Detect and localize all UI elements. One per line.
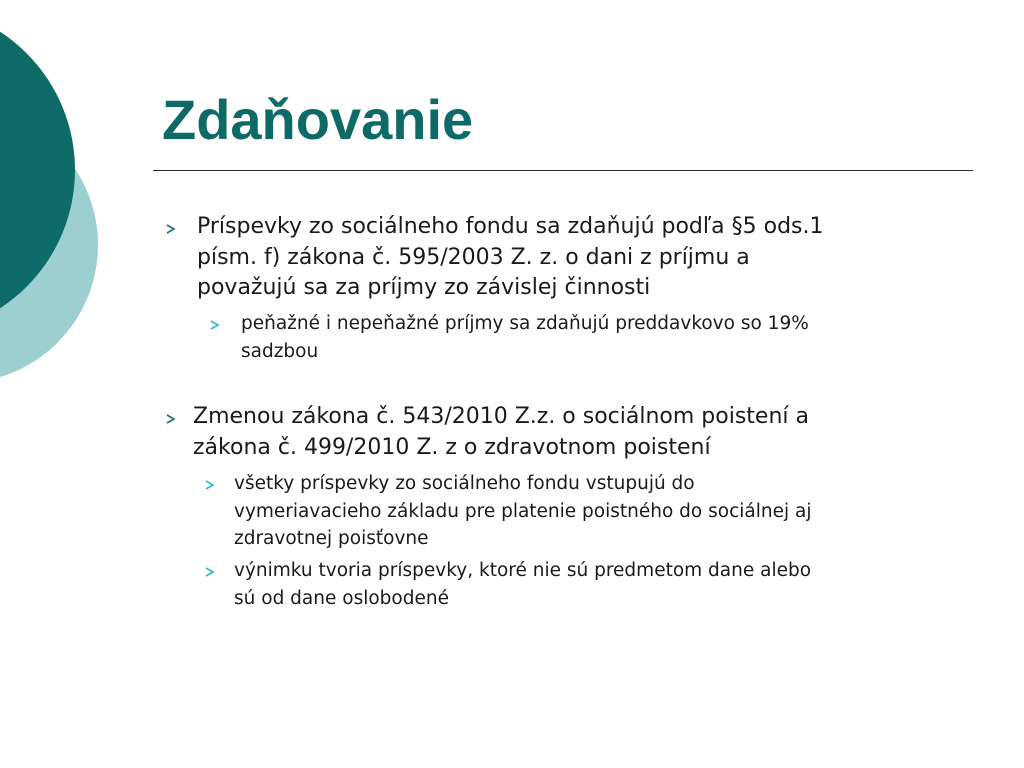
sub-bullet-text — [241, 310, 809, 365]
decorative-circles — [0, 0, 120, 420]
bullet-text — [193, 402, 809, 463]
bullet-line: zákona č. 499/2010 Z. z o zdravotnom poistení — [193, 434, 711, 460]
title-divider — [153, 170, 973, 171]
arrow-bullet-icon — [203, 478, 217, 492]
sub-bullet-item — [203, 470, 983, 554]
arrow-bullet-icon — [208, 318, 222, 332]
slide-title: Zdaňovanie — [162, 88, 474, 151]
bullet-line: považujú sa za príjmy zo závislej činnosti — [197, 275, 651, 300]
sub-bullet-text — [234, 557, 811, 612]
sub-bullet-line: všetky príspevky zo sociálneho fondu vstupujú do — [234, 473, 695, 494]
arrow-bullet-icon — [164, 412, 178, 426]
arrow-bullet-icon — [164, 222, 178, 236]
sub-bullet-line: sú od dane oslobodené — [234, 587, 449, 609]
sub-bullet-line: výnimku tvoria príspevky, ktoré nie sú predmetom dane alebo — [234, 560, 812, 581]
sub-bullet-line: zdravotnej poisťovne — [234, 528, 429, 549]
sub-bullet-line: vymeriavacieho základu pre platenie poistného do sociálnej aj — [234, 500, 812, 522]
bullet-line: písm. f) zákona č. 595/2003 Z. z. o dani z príjmu a — [197, 244, 750, 270]
bullet-line: Zmenou zákona č. 543/2010 Z.z. o sociálnom poistení a — [193, 404, 809, 429]
sub-bullet-line: sadzbou — [241, 340, 319, 362]
sub-bullet-item — [208, 310, 968, 368]
bullet-item — [164, 402, 964, 466]
arrow-bullet-icon — [203, 565, 217, 579]
sub-bullet-line: peňažné i nepeňažné príjmy sa zdaňujú preddavkovo so 19% — [241, 313, 809, 334]
bullet-text — [197, 212, 823, 304]
bullet-line: Príspevky zo sociálneho fondu sa zdaňujú podľa §5 ods.1 — [197, 214, 824, 239]
bullet-item — [164, 212, 964, 306]
sub-bullet-text — [234, 470, 811, 553]
sub-bullet-item — [203, 557, 983, 615]
